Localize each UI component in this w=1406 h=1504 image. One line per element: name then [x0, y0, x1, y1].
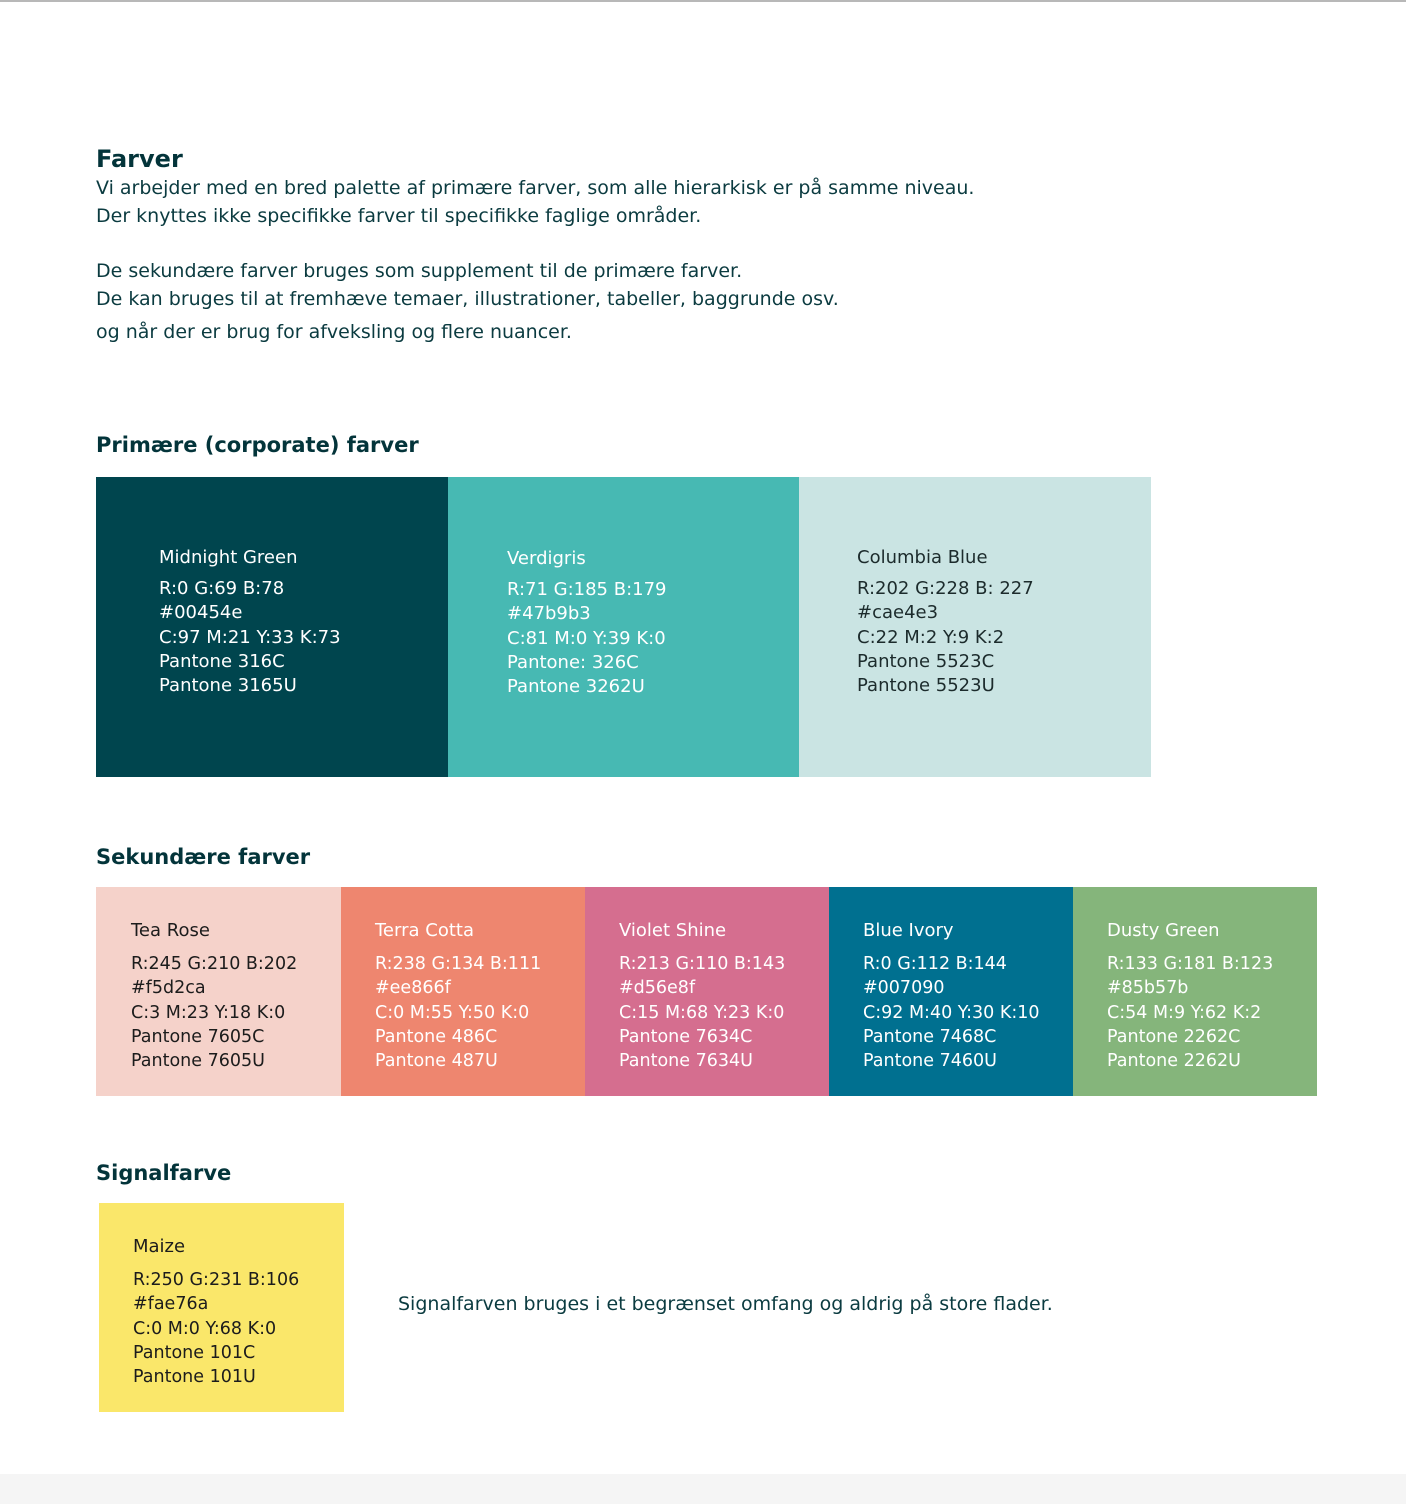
spec-hex: #d56e8f — [619, 978, 696, 999]
spec-cmyk: C:15 M:68 Y:23 K:0 — [619, 1002, 785, 1023]
spec-pantone-c: Pantone 316C — [159, 650, 285, 672]
spec-pantone-c: Pantone 7634C — [619, 1026, 753, 1047]
spec-cmyk: C:54 M:9 Y:62 K:2 — [1107, 1002, 1262, 1023]
swatch-name: Verdigris — [507, 548, 586, 569]
spec-hex: #85b57b — [1107, 978, 1189, 999]
spec-pantone-u: Pantone 3165U — [159, 675, 297, 697]
swatch-tea-rose — [96, 887, 341, 1096]
swatch-violet-shine — [585, 887, 829, 1096]
spec-rgb: R:133 G:181 B:123 — [1107, 954, 1274, 974]
swatch-name: Columbia Blue — [857, 547, 988, 568]
spec-cmyk: C:22 M:2 Y:9 K:2 — [857, 626, 1005, 648]
swatch-specs — [133, 1268, 299, 1389]
swatch-name: Maize — [133, 1236, 186, 1257]
spec-hex: #fae76a — [133, 1294, 209, 1315]
swatch-name: Terra Cotta — [375, 920, 474, 941]
spec-cmyk: C:0 M:55 Y:50 K:0 — [375, 1002, 530, 1023]
spec-hex: #007090 — [863, 978, 945, 999]
swatch-specs — [159, 577, 341, 698]
swatch-specs — [507, 578, 667, 699]
spec-pantone-c: Pantone 7468C — [863, 1026, 997, 1047]
spec-cmyk: C:3 M:23 Y:18 K:0 — [131, 1002, 286, 1023]
swatch-specs — [619, 952, 785, 1073]
spec-pantone-u: Pantone 7605U — [131, 1051, 265, 1072]
swatch-dusty-green — [1073, 887, 1317, 1096]
swatch-name: Dusty Green — [1107, 920, 1220, 941]
spec-rgb: R:213 G:110 B:143 — [619, 954, 786, 974]
spec-pantone-u: Pantone 7634U — [619, 1051, 753, 1072]
swatch-blue-ivory — [829, 887, 1073, 1096]
swatch-name: Tea Rose — [131, 920, 210, 941]
spec-hex: #ee866f — [375, 978, 451, 999]
spec-cmyk: C:0 M:0 Y:68 K:0 — [133, 1318, 277, 1339]
spec-pantone-c: Pantone 101C — [133, 1342, 256, 1363]
spec-rgb: R:245 G:210 B:202 — [131, 954, 298, 974]
spec-pantone-u: Pantone 2262U — [1107, 1051, 1241, 1072]
spec-hex: #47b9b3 — [507, 603, 591, 625]
signal-color-note: Signalfarven bruges i et begrænset omfang og aldrig på store flader. — [398, 1293, 1053, 1315]
spec-rgb: R:202 G:228 B: 227 — [857, 578, 1034, 599]
bottom-border — [0, 1474, 1406, 1504]
intro-line-3: De sekundære farver bruges som supplement til de primære farver. — [96, 260, 743, 282]
spec-pantone-c: Pantone 5523C — [857, 650, 995, 672]
swatch-specs — [131, 952, 297, 1073]
spec-hex: #00454e — [159, 602, 243, 624]
swatch-specs — [375, 952, 541, 1073]
primary-colors-heading: Primære (corporate) farver — [96, 433, 419, 457]
swatch-specs — [1107, 952, 1273, 1073]
spec-pantone-u: Pantone 101U — [133, 1367, 256, 1388]
spec-rgb: R:0 G:112 B:144 — [863, 954, 1007, 974]
swatch-name: Blue Ivory — [863, 920, 954, 941]
swatch-midnight-green — [96, 477, 448, 777]
spec-pantone-c: Pantone 7605C — [131, 1026, 265, 1047]
swatch-specs — [863, 952, 1040, 1073]
spec-pantone-c: Pantone 2262C — [1107, 1026, 1241, 1047]
intro-line-5: og når der er brug for afveksling og flere nuancer. — [96, 321, 572, 343]
swatch-name: Midnight Green — [159, 547, 298, 568]
spec-hex: #f5d2ca — [131, 978, 206, 999]
spec-hex: #cae4e3 — [857, 602, 939, 624]
spec-rgb: R:250 G:231 B:106 — [133, 1270, 300, 1290]
page-title: Farver — [96, 145, 183, 173]
signal-color-heading: Signalfarve — [96, 1161, 232, 1185]
intro-line-1: Vi arbejder med en bred palette af primære farver, som alle hierarkisk er på samme niveau. — [96, 177, 975, 199]
intro-line-2: Der knyttes ikke specifikke farver til specifikke faglige områder. — [96, 205, 702, 227]
spec-pantone-u: Pantone 7460U — [863, 1051, 997, 1072]
spec-pantone-c: Pantone 486C — [375, 1026, 498, 1047]
swatch-specs — [857, 577, 1034, 698]
spec-rgb: R:238 G:134 B:111 — [375, 954, 542, 974]
swatch-name: Violet Shine — [619, 920, 727, 941]
spec-rgb: R:71 G:185 B:179 — [507, 579, 667, 600]
spec-pantone-u: Pantone 5523U — [857, 675, 995, 697]
secondary-colors-heading: Sekundære farver — [96, 845, 311, 869]
spec-pantone-u: Pantone 487U — [375, 1051, 498, 1072]
spec-cmyk: C:81 M:0 Y:39 K:0 — [507, 627, 666, 649]
spec-cmyk: C:92 M:40 Y:30 K:10 — [863, 1002, 1040, 1023]
swatch-verdigris — [448, 477, 799, 777]
spec-cmyk: C:97 M:21 Y:33 K:73 — [159, 626, 341, 648]
swatch-terra-cotta — [341, 887, 585, 1096]
swatch-maize — [99, 1203, 344, 1412]
top-border — [0, 0, 1406, 2]
spec-rgb: R:0 G:69 B:78 — [159, 578, 285, 599]
swatch-columbia-blue — [799, 477, 1151, 777]
spec-pantone-c: Pantone: 326C — [507, 651, 639, 673]
intro-line-4: De kan bruges til at fremhæve temaer, illustrationer, tabeller, baggrunde osv. — [96, 288, 839, 310]
spec-pantone-u: Pantone 3262U — [507, 676, 645, 698]
